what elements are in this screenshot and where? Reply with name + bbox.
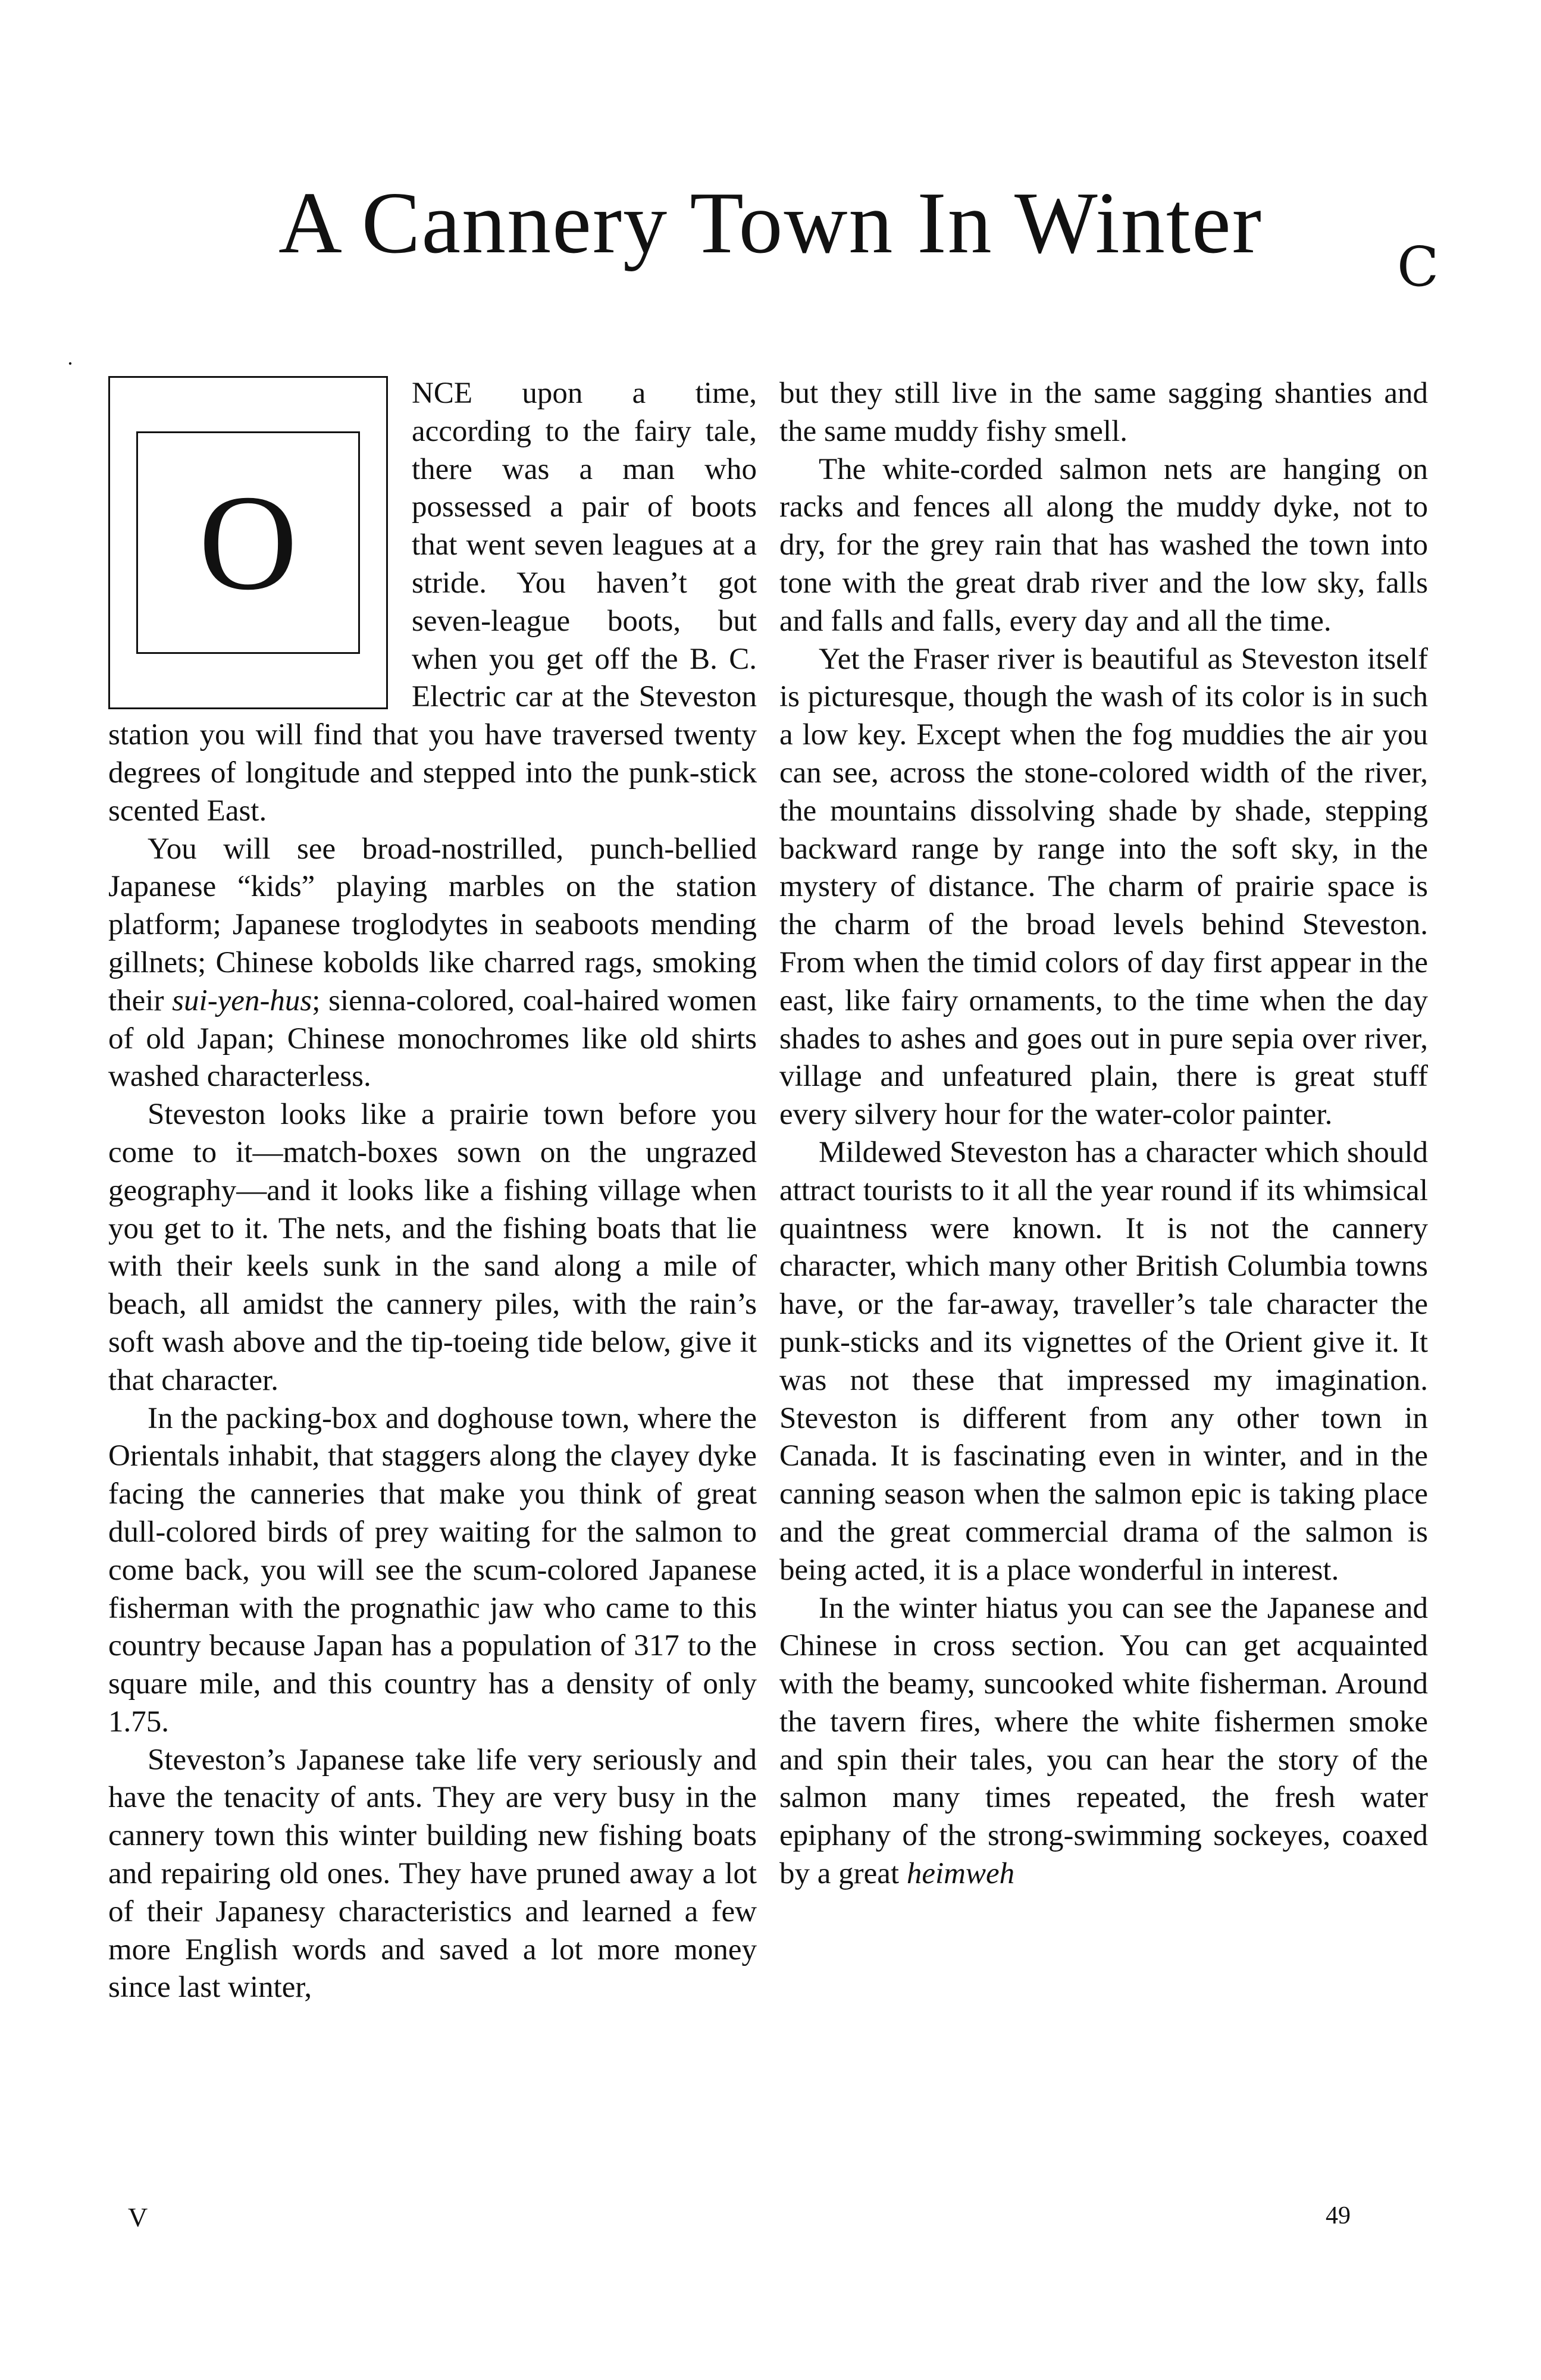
paragraph-text: In the winter hiatus you can see the Japanese and Chinese in cross section. You can get acquainted with the beamy, suncooked white fisherman. Around the tavern fires, where the white fishermen smoke and spin their tales, you can hear the story of the salmon many times repeated, the fresh water epiphany of the strong-swimming sockeyes, coaxed by a great [779, 1591, 1428, 1891]
right-column [779, 375, 1428, 1893]
drop-cap-letter: O [136, 431, 360, 654]
page-number: 49 [1326, 2202, 1351, 2229]
article-title: A Cannery Town In Winter [278, 174, 1263, 272]
paragraph: The white-corded salmon nets are hanging on racks and fences all along the muddy dyke, not to dry, for the grey rain that has washed the town into tone with the great drab river and the low sky, falls and falls and falls, every day and all the time. [779, 452, 1428, 638]
corner-mark: C [1397, 235, 1439, 299]
opening-paragraph [108, 375, 757, 831]
continued-paragraph: but they still live in the same sagging shanties and the same muddy fishy smell. [779, 377, 1428, 448]
italic-term: sui-yen-hus [172, 984, 312, 1017]
paragraph-text: You will see broad-nostrilled, punch-bellied Japanese “kids” playing marbles on the station platform; Japanese troglodytes in seaboots mending gillnets; Chinese kobolds like charred rags, smoking their [108, 832, 757, 1017]
italic-term: heimweh [906, 1857, 1015, 1891]
opening-paragraph-text: NCE upon a time, according to the fairy tale, there was a man who possessed a pair of boots that went seven leagues at a stride. You haven’t got seven-league boots, but when you get off the B. C. Electric car at the Steveston station you will find that you have traversed twenty degrees of longitude and stepped into the punk-stick scented East. [108, 377, 757, 828]
paragraph: Yet the Fraser river is beautiful as Steveston itself is picturesque, though the wash of its color is in such a low key. Except when the fog muddies the air you can see, across the stone-colored width of the river, the mountains dissolving shade by shade, stepping backward range by range into the soft sky, in the mystery of distance. The charm of prairie space is the charm of the broad levels behind Steveston. From when the timid colors of day first appear in the east, like fairy ornaments, to the time when the day shades to ashes and goes out in pure sepia over river, village and unfeatured plain, there is great stuff every silvery hour for the water-color painter. [779, 642, 1428, 1132]
paragraph [108, 831, 757, 1097]
stray-dot: · [67, 352, 74, 375]
signature-mark: V [128, 2202, 148, 2232]
drop-cap-box [108, 376, 388, 709]
paragraph [779, 1590, 1428, 1893]
paragraph-text: ; sienna-colored, coal-haired women of old Japan; Chinese monochromes like old shirts washed characterless. [108, 984, 757, 1094]
paragraph: In the packing-box and doghouse town, where the Orientals inhabit, that staggers along the clayey dyke facing the canneries that make you think of great dull-colored birds of prey waiting for the salmon to come back, you will see the scum-colored Japanese fisherman with the prognathic jaw who came to this country because Japan has a population of 317 to the square mile, and this country has a density of only 1.75. [108, 1401, 757, 1739]
paragraph: Mildewed Steveston has a character which should attract tourists to it all the year round if its whimsical quaintness were known. It is not the cannery character, which many other British Columbia towns have, or the far-away, traveller’s tale character the punk-sticks and its vignettes of the Orient give it. It was not these that impressed my imagination. Steveston is different from any other town in Canada. It is fascinating even in winter, and in the canning season when the salmon epic is taking place and the great commercial drama of the salmon is being acted, it is a place wonderful in interest. [779, 1135, 1428, 1587]
paragraph: Steveston’s Japanese take life very seriously and have the tenacity of ants. They are very busy in the cannery town this winter building new fishing boats and repairing old ones. They have pruned away a lot of their Japanesy characteristics and learned a few more English words and saved a lot more money since last winter, [108, 1743, 757, 2005]
left-column [108, 375, 757, 2007]
paragraph: Steveston looks like a prairie town before you come to it—match-boxes sown on the ungrazed geography—and it looks like a fishing village when you get to it. The nets, and the fishing boats that lie with their keels sunk in the sand along a mile of beach, all amidst the cannery piles, with the rain’s soft wash above and the tip-toeing tide below, give it that character. [108, 1098, 757, 1397]
